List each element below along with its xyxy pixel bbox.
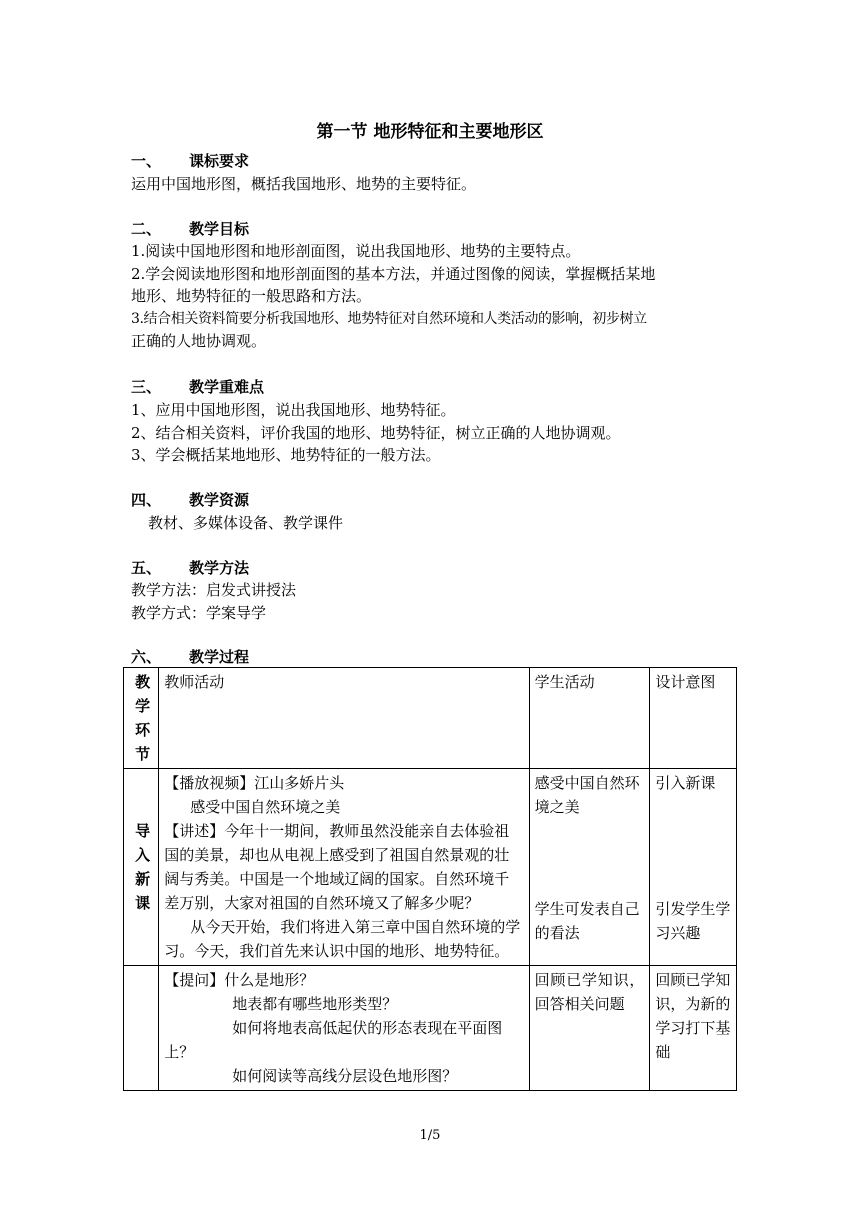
header-intent: 设计意图	[650, 668, 737, 769]
student-activity-cell: 回顾已学知识，回答相关问题	[529, 966, 650, 1091]
method-line: 教学方式：学案导学	[131, 604, 267, 622]
method-line: 教学方法：启发式讲授法	[131, 581, 297, 599]
section-heading-process: 六、 教学过程	[131, 648, 250, 666]
key-point-line: 3、学会概括某地地形、地势特征的一般方法。	[131, 446, 441, 464]
design-intent-cell: 引入新课 引发学生学习兴趣	[650, 769, 737, 966]
key-point-line: 2、结合相关资料，评价我国的地形、地势特征，树立正确的人地协调观。	[131, 424, 621, 442]
key-point-line: 1、应用中国地形图，说出我国地形、地势特征。	[131, 401, 456, 419]
teaching-process-table	[123, 667, 737, 1091]
objective-line: 2.学会阅读地形图和地形剖面图的基本方法，并通过图像的阅读，掌握概括某地	[131, 265, 656, 283]
section-heading-standards: 一、 课标要求	[131, 152, 250, 170]
table-row	[124, 966, 737, 1091]
objective-line: 正确的人地协调观。	[131, 332, 267, 350]
resources-text: 教材、多媒体设备、教学课件	[148, 514, 344, 532]
objective-line: 3.结合相关资料简要分析我国地形、地势特征对自然环境和人类活动的影响，初步树立	[131, 311, 647, 327]
section-heading-methods: 五、 教学方法	[131, 559, 250, 577]
header-student: 学生活动	[529, 668, 650, 769]
teacher-activity-cell: 【播放视频】江山多娇片头 感受中国自然环境之美 【讲述】今年十一期间，教师虽然没能亲自去体验祖国的美景，却也从电视上感受到了祖国自然景观的壮阔与秀美。中国是一个地域辽阔的国家。自然环境千差万别，大家对祖国的自然环境又了解多少呢？ 从今天开始，我们将进入第三章中国自然环境的学习。今天，我们首先来认识中国的地形、地势特征。	[159, 769, 529, 966]
objective-line: 1.阅读中国地形图和地形剖面图，说出我国地形、地势的主要特点。	[131, 242, 581, 260]
standards-text: 运用中国地形图，概括我国地形、地势的主要特征。	[131, 175, 477, 193]
header-teacher: 教师活动	[159, 668, 529, 769]
table-header-row	[124, 668, 737, 769]
objective-line: 地形、地势特征的一般思路和方法。	[131, 287, 372, 305]
design-intent-cell: 回顾已学知识，为新的学习打下基础	[650, 966, 737, 1091]
section-heading-objectives: 二、 教学目标	[131, 220, 250, 238]
teacher-activity-cell: 【提问】什么是地形？ 地表都有哪些地形类型？ 如何将地表高低起伏的形态表现在平面图上？ 如何阅读等高线分层设色地形图？	[159, 966, 529, 1091]
header-stage: 教学环节	[124, 668, 159, 769]
page-title: 第一节 地形特征和主要地形区	[316, 122, 544, 142]
page-number: 1/5	[419, 1128, 441, 1143]
student-activity-cell: 感受中国自然环境之美 学生可发表自己的看法	[529, 769, 650, 966]
stage-cell: 导入新课	[124, 769, 159, 966]
section-heading-resources: 四、 教学资源	[131, 491, 250, 509]
section-heading-key-points: 三、 教学重难点	[131, 378, 265, 396]
table-row	[124, 769, 737, 966]
stage-cell	[124, 966, 159, 1091]
